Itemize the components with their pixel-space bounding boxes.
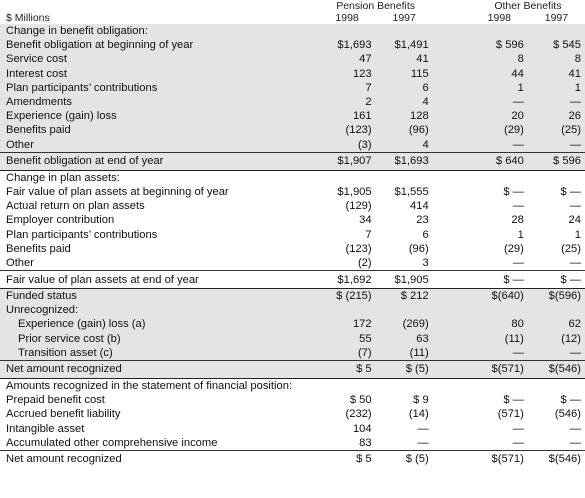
row-label: Benefit obligation at beginning of year — [0, 38, 319, 52]
value-cell: (12) — [528, 332, 585, 346]
value-cell — [376, 170, 433, 185]
value-cell: (129) — [345, 200, 372, 213]
value-cell: $1,555 — [394, 185, 429, 198]
value-cell: (96) — [376, 123, 433, 137]
value-cell: — — [417, 436, 429, 449]
table-row — [0, 256, 585, 271]
value-cell: $(546) — [528, 360, 585, 378]
year-header: 1997 — [544, 12, 569, 24]
value-cell: (3) — [319, 138, 376, 153]
value-cell: (232) — [345, 408, 372, 421]
value-cell: $1,905 — [376, 271, 433, 289]
value-cell — [319, 24, 376, 38]
value-cell: $ — — [503, 185, 524, 198]
value-cell: $(640) — [471, 289, 528, 304]
row-label: Other — [6, 256, 34, 269]
row-label: Plan participants’ contributions — [6, 228, 158, 241]
table-row — [0, 346, 585, 361]
value-cell: — — [471, 346, 528, 361]
value-cell: (123) — [319, 123, 376, 137]
value-cell: — — [417, 422, 429, 435]
row-label: Net amount recognized — [0, 360, 319, 378]
value-cell — [319, 170, 376, 185]
row-label: Transition asset (c) — [0, 346, 319, 361]
value-cell: (11) — [376, 346, 433, 361]
value-cell: $ — — [528, 271, 585, 289]
value-cell: $1,693 — [376, 152, 433, 170]
value-cell: $ 9 — [413, 394, 429, 407]
table-row — [0, 422, 585, 436]
value-cell — [376, 378, 433, 393]
row-label: Benefit obligation at end of year — [0, 152, 319, 170]
year-header-row — [0, 12, 585, 24]
value-cell: (571) — [497, 408, 524, 421]
value-cell — [471, 24, 528, 38]
value-cell: 4 — [376, 138, 433, 153]
row-label: Experience (gain) loss — [0, 109, 319, 123]
value-cell: 55 — [319, 332, 376, 346]
row-label: Plan participants’ contributions — [0, 81, 319, 95]
row-label: Intangible asset — [6, 422, 85, 435]
value-cell: 26 — [528, 109, 585, 123]
value-cell: $(596) — [528, 289, 585, 304]
table-row — [0, 317, 585, 331]
value-cell: 1 — [517, 228, 524, 241]
value-cell: 6 — [376, 81, 433, 95]
table-row — [0, 213, 585, 227]
value-cell: 2 — [319, 95, 376, 109]
row-label: Accrued benefit liability — [6, 408, 121, 421]
value-cell: $ — — [560, 185, 581, 198]
value-cell: (11) — [471, 332, 528, 346]
value-cell — [376, 303, 433, 317]
units-label: $ Millions — [6, 12, 50, 24]
table-row — [0, 332, 585, 346]
year-header: 1998 — [487, 12, 511, 24]
total-row — [0, 360, 585, 378]
row-label: Interest cost — [0, 67, 319, 81]
table-row — [0, 407, 585, 421]
value-cell: 44 — [471, 67, 528, 81]
value-cell: $ 545 — [528, 38, 585, 52]
value-cell: $(571) — [471, 360, 528, 378]
value-cell: — — [512, 200, 524, 213]
value-cell: 1 — [528, 81, 585, 95]
row-label: Net amount recognized — [0, 450, 319, 468]
value-cell: — — [569, 422, 581, 435]
row-label: Other — [0, 138, 319, 153]
table-row — [0, 81, 585, 95]
value-cell: 1 — [471, 81, 528, 95]
table-row — [0, 38, 585, 52]
value-cell: $ 596 — [528, 152, 585, 170]
row-label: Service cost — [0, 52, 319, 66]
total-row — [0, 450, 585, 468]
value-cell — [471, 378, 528, 393]
value-cell: 34 — [359, 214, 372, 227]
table-body — [0, 24, 585, 468]
value-cell: 83 — [359, 436, 372, 449]
value-cell: $ 212 — [376, 289, 433, 304]
row-label: Employer contribution — [6, 214, 115, 227]
table-row — [0, 67, 585, 81]
value-cell: (2) — [357, 256, 372, 269]
section-heading: Change in benefit obligation: — [0, 24, 319, 38]
section-heading: Unrecognized: — [0, 303, 319, 317]
value-cell: (29) — [471, 123, 528, 137]
table-row — [0, 95, 585, 109]
value-cell: $ 50 — [349, 394, 372, 407]
table-row — [0, 199, 585, 213]
value-cell: (269) — [376, 317, 433, 331]
value-cell: 20 — [471, 109, 528, 123]
value-cell: (29) — [503, 242, 524, 255]
total-row — [0, 152, 585, 170]
value-cell: 63 — [376, 332, 433, 346]
value-cell: — — [471, 95, 528, 109]
row-label: Benefits paid — [6, 242, 71, 255]
value-cell: (14) — [408, 408, 429, 421]
value-cell: $1,905 — [337, 185, 372, 198]
row-label: Fair value of plan assets at end of year — [0, 271, 319, 289]
table-row — [0, 109, 585, 123]
value-cell: $ — — [560, 394, 581, 407]
section-heading-row — [0, 170, 585, 185]
row-label: Prior service cost (b) — [0, 332, 319, 346]
value-cell — [471, 303, 528, 317]
value-cell: 23 — [416, 214, 429, 227]
value-cell: $ — — [471, 271, 528, 289]
value-cell: $1,907 — [319, 152, 376, 170]
value-cell: 128 — [376, 109, 433, 123]
value-cell: 41 — [528, 67, 585, 81]
value-cell — [319, 378, 376, 393]
value-cell: $ (215) — [319, 289, 376, 304]
value-cell: — — [569, 200, 581, 213]
value-cell: $(546) — [528, 450, 585, 468]
value-cell: 1 — [574, 228, 581, 241]
value-cell: — — [528, 346, 585, 361]
row-label: Fair value of plan assets at beginning of year — [6, 185, 229, 198]
year-header: 1998 — [335, 12, 359, 24]
value-cell: 115 — [376, 67, 433, 81]
table-row — [0, 123, 585, 137]
value-cell — [471, 170, 528, 185]
value-cell: 161 — [319, 109, 376, 123]
value-cell: (96) — [408, 242, 429, 255]
section-heading-row — [0, 303, 585, 317]
value-cell: — — [471, 138, 528, 153]
table-row — [0, 242, 585, 256]
pension-benefits-header: Pension Benefits — [336, 0, 416, 12]
table-row — [0, 185, 585, 199]
other-benefits-header: Other Benefits — [494, 0, 562, 12]
value-cell: 4 — [376, 95, 433, 109]
table-row — [0, 227, 585, 241]
value-cell: (25) — [528, 123, 585, 137]
row-label: Prepaid benefit cost — [6, 394, 105, 407]
value-cell: 3 — [422, 256, 429, 269]
table-row — [0, 52, 585, 66]
value-cell: $ 5 — [319, 450, 376, 468]
value-cell: $ (5) — [376, 450, 433, 468]
section-heading-row — [0, 378, 585, 393]
value-cell: 172 — [319, 317, 376, 331]
value-cell: — — [528, 138, 585, 153]
value-cell: 123 — [319, 67, 376, 81]
value-cell: $1,693 — [319, 38, 376, 52]
value-cell — [376, 24, 433, 38]
row-label: Funded status — [0, 289, 319, 304]
value-cell: 7 — [365, 228, 372, 241]
value-cell: 104 — [352, 422, 372, 435]
value-cell: 80 — [471, 317, 528, 331]
value-cell: (25) — [561, 242, 581, 255]
value-cell: $ 596 — [471, 38, 528, 52]
section-heading-row — [0, 24, 585, 38]
value-cell: — — [512, 436, 524, 449]
value-cell: 414 — [410, 200, 429, 213]
value-cell: 41 — [376, 52, 433, 66]
value-cell: — — [512, 256, 524, 269]
section-heading: Change in plan assets: — [0, 170, 319, 185]
table-row — [0, 393, 585, 407]
row-label: Accumulated other comprehensive income — [6, 436, 218, 449]
value-cell: 24 — [568, 214, 581, 227]
value-cell: 28 — [511, 214, 524, 227]
value-cell: $ (5) — [376, 360, 433, 378]
row-label: Amendments — [0, 95, 319, 109]
total-row — [0, 271, 585, 289]
value-cell: 6 — [422, 228, 429, 241]
group-header-row — [0, 0, 585, 12]
table-row — [0, 436, 585, 451]
value-cell: (123) — [345, 242, 372, 255]
value-cell — [528, 303, 585, 317]
year-header: 1997 — [392, 12, 416, 24]
value-cell: $ — — [503, 394, 524, 407]
value-cell — [319, 303, 376, 317]
row-label: Benefits paid — [0, 123, 319, 137]
value-cell: (7) — [319, 346, 376, 361]
value-cell: 47 — [319, 52, 376, 66]
value-cell — [528, 378, 585, 393]
table-row — [0, 138, 585, 153]
value-cell: — — [569, 436, 581, 449]
value-cell: — — [569, 256, 581, 269]
value-cell — [528, 170, 585, 185]
value-cell — [528, 24, 585, 38]
value-cell: 8 — [528, 52, 585, 66]
value-cell: $1,692 — [319, 271, 376, 289]
value-cell: $1,491 — [376, 38, 433, 52]
value-cell: $ 640 — [471, 152, 528, 170]
value-cell: 7 — [319, 81, 376, 95]
table-row — [0, 289, 585, 304]
value-cell: (546) — [554, 408, 581, 421]
value-cell: $ 5 — [319, 360, 376, 378]
value-cell: — — [528, 95, 585, 109]
row-label: Actual return on plan assets — [6, 200, 145, 213]
section-heading: Amounts recognized in the statement of financial position: — [0, 378, 319, 393]
value-cell: $(571) — [471, 450, 528, 468]
value-cell: 62 — [528, 317, 585, 331]
value-cell: — — [512, 422, 524, 435]
value-cell: 8 — [471, 52, 528, 66]
row-label: Experience (gain) loss (a) — [0, 317, 319, 331]
